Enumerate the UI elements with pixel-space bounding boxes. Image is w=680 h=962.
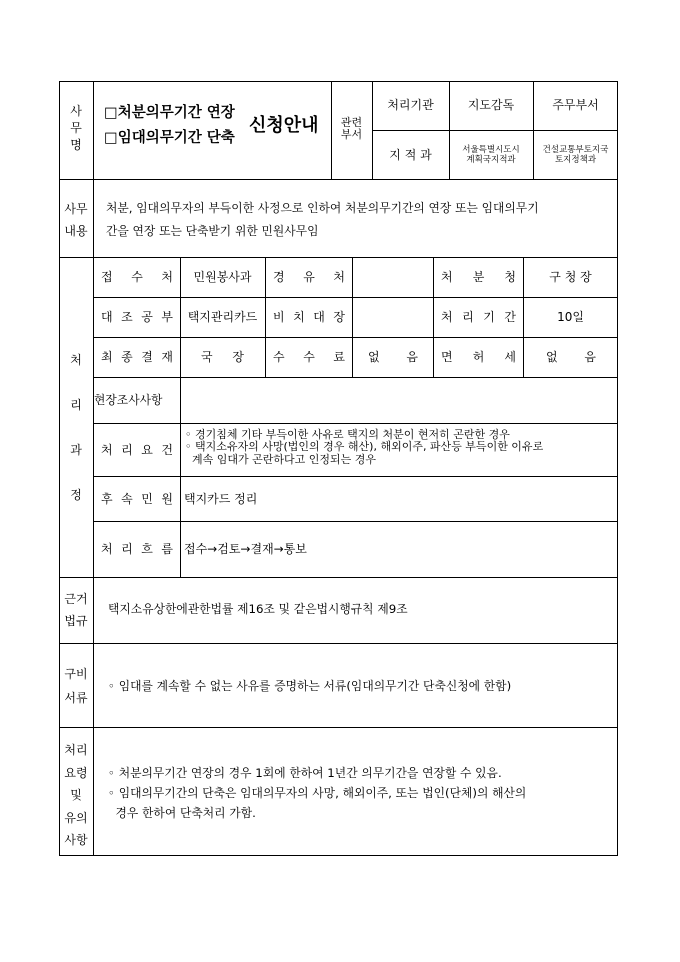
fee-value: 없 음 [368, 350, 418, 364]
register-label: 비 치 대 장 [273, 310, 345, 324]
work-name-label: 사 무 명 [70, 104, 82, 152]
divider [352, 257, 353, 377]
requirement-2: ◦ 택지소유자의 사망(법인의 경우 해산), 해외이주, 파산등 부득이한 이유로 [185, 440, 544, 453]
divider [93, 521, 618, 522]
license-tax-value: 없 음 [546, 350, 596, 364]
divider [433, 257, 434, 377]
work-name-1: □처분의무기간 연장 [104, 105, 235, 121]
receipt-office-label: 접 수 처 [101, 270, 173, 284]
notes-label: 처리 요령 및 유의 사항 [64, 743, 88, 847]
legal-basis-value: 택지소유상한에관한법률 제16조 및 같은법시행규칙 제9조 [108, 602, 408, 616]
divider [93, 377, 618, 378]
note-1: ◦ 처분의무기간 연장의 경우 1회에 한하여 1년간 의무기간을 연장할 수 있음. [108, 766, 502, 780]
flow-label: 처 리 흐 름 [101, 542, 173, 556]
reference-ledger-label: 대 조 공 부 [101, 310, 173, 324]
process-label: 처 리 과 정 [70, 353, 82, 502]
receipt-office-value: 민원봉사과 [193, 270, 252, 284]
divider [59, 577, 618, 578]
work-content-line1: 처분, 임대의무자의 부득이한 사정으로 인하여 처분의무기간의 연장 또는 임대의무기 [106, 201, 539, 215]
note-3: 경우 한하여 단축처리 가함. [108, 806, 256, 820]
divider [59, 727, 618, 728]
via-office-label: 경 유 처 [273, 270, 345, 284]
processing-period-label: 처 리 기 간 [441, 310, 516, 324]
guidance-value: 서울특별시도시 계획국지적과 [462, 145, 520, 165]
requirement-1: ◦ 경기침체 기타 부득이한 사유로 택지의 처분이 현저히 곤란한 경우 [185, 428, 510, 441]
divider [93, 423, 618, 424]
flow-value: 접수→검토→결재→통보 [184, 542, 307, 556]
col-guidance: 지도감독 [467, 98, 515, 112]
reference-ledger-value: 택지관리카드 [187, 310, 258, 324]
requirement-3: 계속 임대가 곤란하다고 인정되는 경우 [185, 453, 376, 466]
license-tax-label: 면 허 세 [441, 350, 516, 364]
divider [265, 257, 266, 377]
requirements-label: 처 리 요 건 [101, 443, 173, 457]
documents-label: 구비 서류 [64, 667, 88, 705]
follow-up-label: 후 속 민 원 [101, 492, 173, 506]
processing-value: 지 적 과 [389, 148, 432, 162]
divider [93, 81, 94, 856]
divider [93, 337, 618, 338]
processing-period-value: 10일 [557, 310, 584, 324]
follow-up-value: 택지카드 정리 [184, 492, 258, 506]
divider [59, 179, 618, 180]
fee-label: 수 수 료 [273, 350, 345, 364]
note-2: ◦ 임대의무기간의 단축은 임대의무자의 사망, 해외이주, 또는 법인(단체)의 해산의 [108, 786, 527, 800]
divider [59, 257, 618, 258]
site-survey-label: 현장조사사항 [94, 393, 163, 407]
legal-basis-label: 근거 법규 [64, 592, 88, 628]
disposal-office-label: 처 분 청 [441, 270, 516, 284]
divider [180, 257, 181, 577]
divider [372, 81, 373, 179]
work-content-line2: 간을 연장 또는 단축받기 위한 민원사무임 [106, 224, 319, 238]
work-content-label: 사무 내용 [64, 202, 88, 238]
related-dept-label: 관련 부서 [340, 116, 363, 141]
divider [372, 130, 618, 131]
divider [93, 476, 618, 477]
documents-value: ◦ 임대를 계속할 수 없는 사유를 증명하는 서류(임대의무기간 단축신청에 한함) [108, 679, 512, 693]
work-name-2: □임대의무기간 단축 [104, 130, 235, 146]
page-title: 신청안내 [249, 115, 319, 136]
final-approval-label: 최 종 결 재 [101, 350, 173, 364]
form-frame [59, 81, 618, 856]
col-main: 주무부서 [552, 98, 599, 112]
main-value: 건설교통부토지국 토지정책과 [542, 145, 609, 165]
disposal-office-value: 구 청 장 [549, 270, 592, 284]
col-processing: 처리기관 [387, 98, 434, 112]
final-approval-value: 국 장 [201, 350, 244, 364]
divider [93, 297, 618, 298]
divider [59, 643, 618, 644]
